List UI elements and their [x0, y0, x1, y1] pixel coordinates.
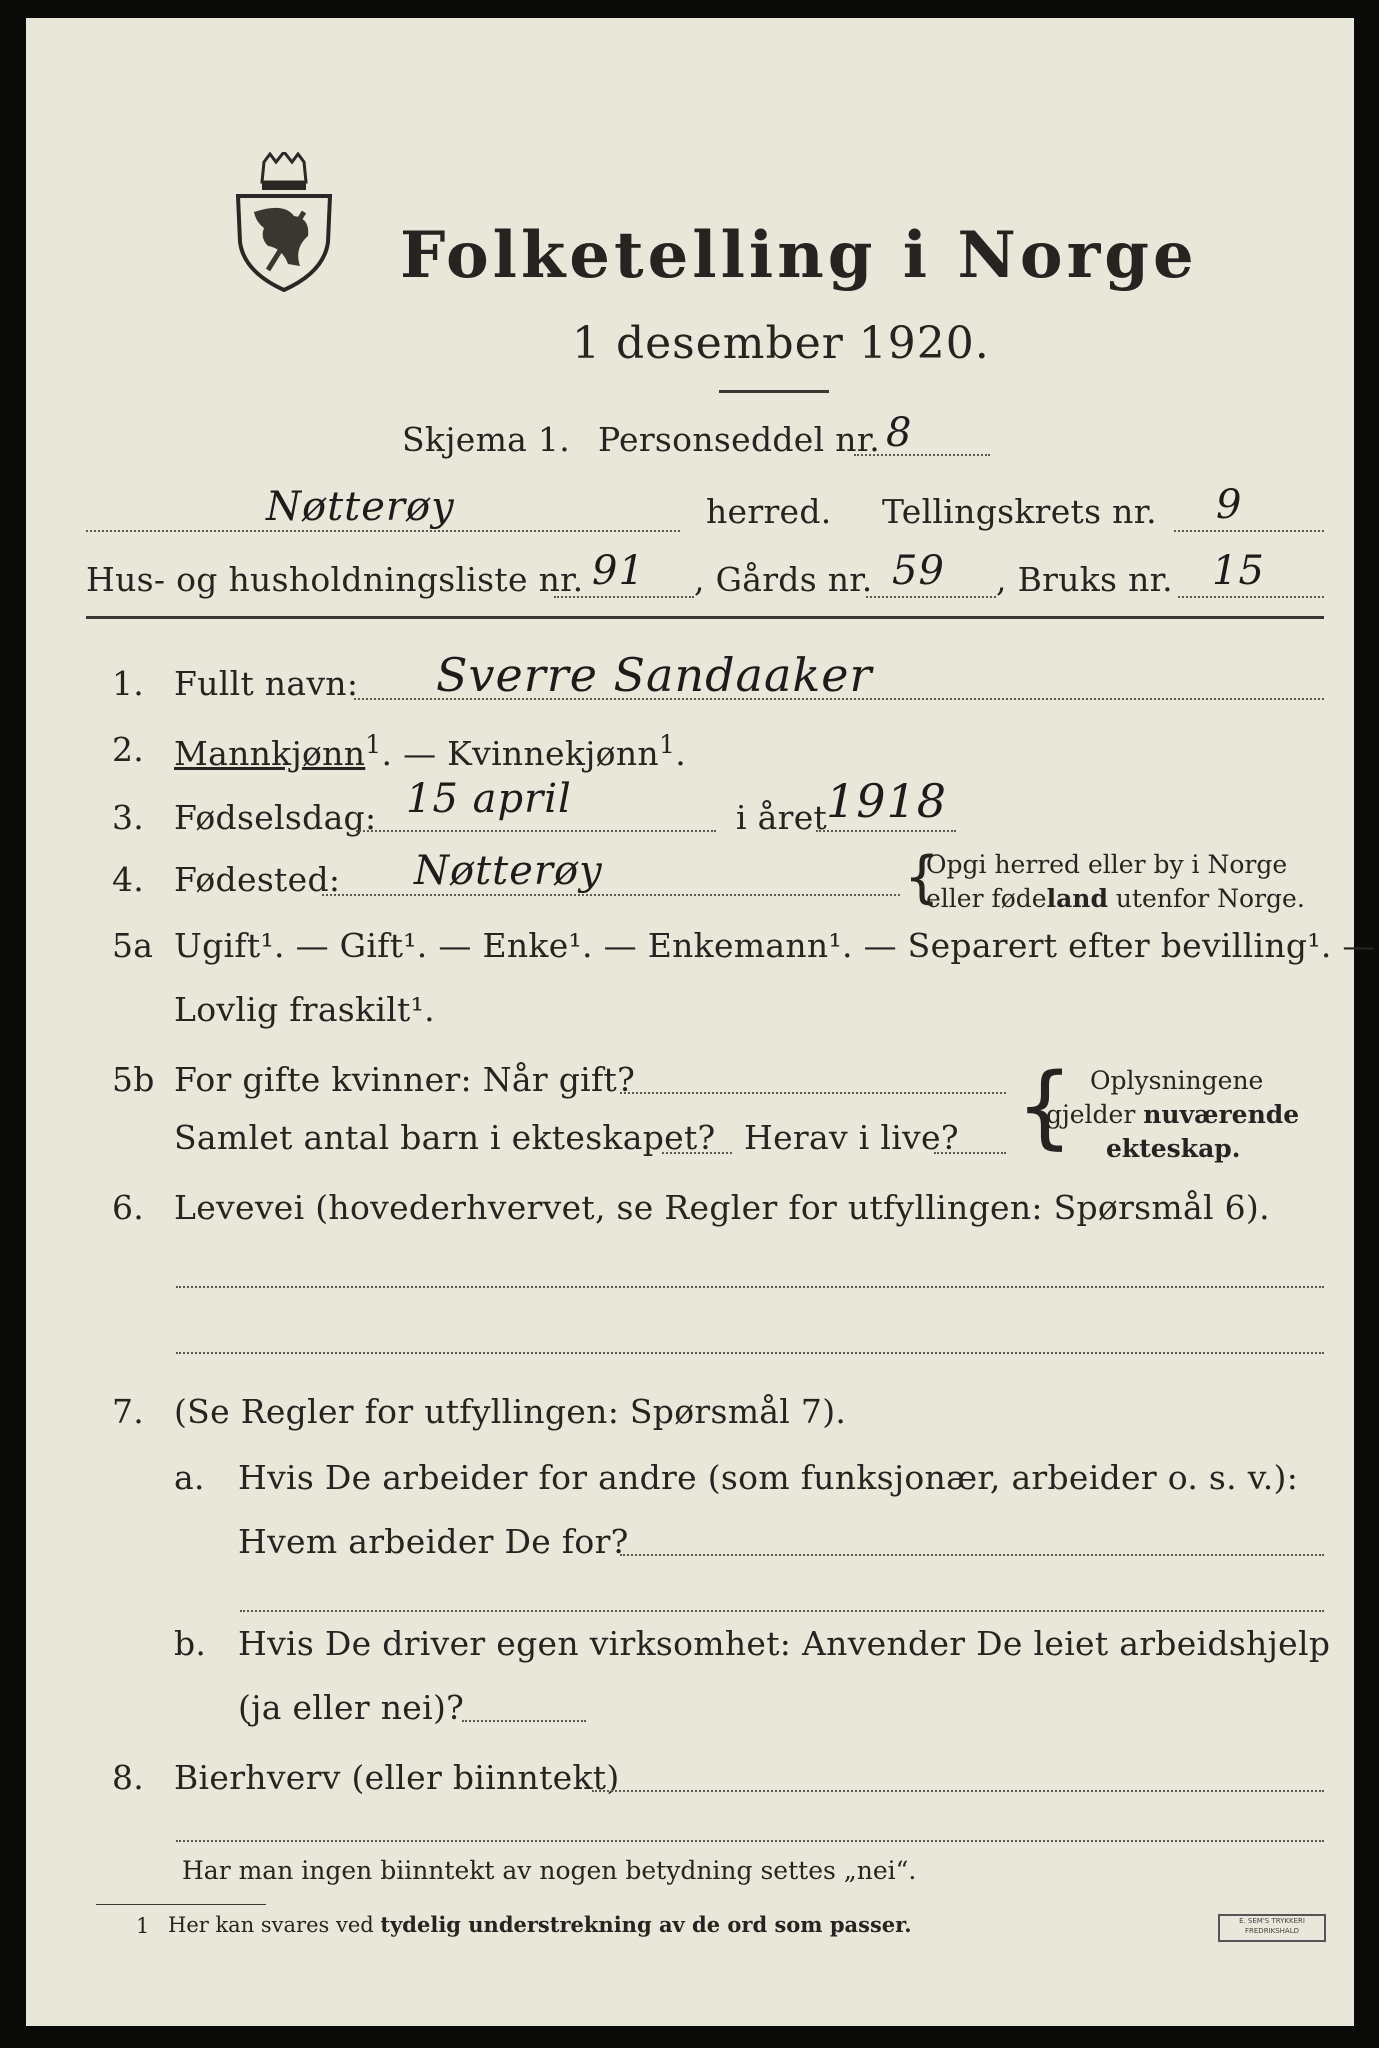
personseddel-value: 8	[886, 410, 913, 456]
marriage-note-brace: {	[1016, 1054, 1074, 1159]
birth-year-value: 1918	[826, 774, 948, 828]
q7a-line1: Hvis De arbeider for andre (som funksjonær, arbeider o. s. v.):	[238, 1458, 1299, 1497]
birthplace-value: Nøtterøy	[414, 848, 603, 894]
q8-number: 8.	[112, 1758, 145, 1797]
q7b-line2: (ja eller nei)?	[238, 1688, 465, 1727]
hired-help-field[interactable]	[462, 1720, 586, 1722]
marital-status-divorced[interactable]: Lovlig fraskilt¹.	[174, 990, 435, 1029]
footnote-text: Her kan svares ved tydelig understrekning av de ord som passer.	[168, 1912, 912, 1937]
q6-number: 6.	[112, 1188, 145, 1227]
gender-options: Mannkjønn$^1$. — Kvinnekjønn$^1$.	[174, 730, 686, 773]
footnote-rule	[96, 1904, 266, 1905]
form-title: Folketelling i Norge	[400, 218, 1198, 293]
herred-field[interactable]	[86, 530, 680, 532]
children-count-field[interactable]	[662, 1152, 732, 1154]
norwegian-coat-of-arms-icon	[234, 152, 334, 292]
q7b-letter: b.	[174, 1624, 207, 1663]
q5b-number: 5b	[112, 1060, 155, 1099]
birthplace-note-line2: eller fødeland utenfor Norge.	[926, 884, 1305, 913]
gender-male-option[interactable]: Mannkjønn	[174, 734, 366, 773]
printer-stamp: E. SEM'S TRYKKERI FREDRIKSHALD	[1218, 1914, 1326, 1942]
q7-number: 7.	[112, 1392, 145, 1431]
husliste-field[interactable]	[554, 596, 694, 598]
marriage-note-line2: gjelder nuværende	[1046, 1100, 1300, 1129]
q3-number: 3.	[112, 798, 145, 837]
tellingskrets-field[interactable]	[1174, 530, 1324, 532]
gards-label: , Gårds nr.	[694, 560, 873, 599]
tellingskrets-label: Tellingskrets nr.	[882, 492, 1157, 531]
census-form-page	[26, 18, 1376, 2026]
q1-number: 1.	[112, 664, 145, 703]
marriage-note-line1: Oplysningene	[1090, 1066, 1264, 1095]
title-rule	[719, 390, 829, 393]
married-when-field[interactable]	[620, 1092, 1006, 1094]
q5a-number: 5a	[112, 926, 154, 965]
q6-label: Levevei (hovederhvervet, se Regler for utfyllingen: Spørsmål 6).	[174, 1188, 1270, 1227]
bruks-label: , Bruks nr.	[996, 560, 1173, 599]
marital-status-options[interactable]: Ugift¹. — Gift¹. — Enke¹. — Enkemann¹. — Separert efter bevilling¹. —	[174, 926, 1376, 965]
birthplace-note-brace: {	[904, 845, 940, 910]
bruks-field[interactable]	[1178, 596, 1324, 598]
q7b-line1: Hvis De driver egen virksomhet: Anvender De leiet arbeidshjelp	[238, 1624, 1331, 1663]
birthdate-field[interactable]	[356, 830, 716, 832]
bruks-value: 15	[1212, 548, 1265, 594]
gards-value: 59	[892, 548, 945, 594]
marriage-note-line3: ekteskap.	[1106, 1134, 1241, 1163]
birthplace-field[interactable]	[322, 894, 900, 896]
tellingskrets-value: 9	[1216, 482, 1243, 528]
birthdate-value: 15 april	[406, 776, 572, 822]
q7a-line2: Hvem arbeider De for?	[238, 1522, 629, 1561]
q5b-line2b: Herav i live?	[744, 1118, 959, 1157]
side-income-note: Har man ingen biinntekt av nogen betydning settes „nei“.	[182, 1856, 917, 1885]
occupation-field-line2[interactable]	[176, 1352, 1324, 1354]
census-date: 1 desember 1920.	[572, 318, 990, 369]
herred-label: herred.	[706, 492, 832, 531]
footnote-number: 1	[136, 1914, 150, 1938]
herred-value: Nøtterøy	[266, 484, 455, 530]
personseddel-field[interactable]	[854, 454, 990, 456]
q5b-line1: For gifte kvinner: Når gift?	[174, 1060, 636, 1099]
header-divider	[86, 616, 1324, 619]
employer-field-line1[interactable]	[620, 1554, 1324, 1556]
occupation-field-line1[interactable]	[176, 1286, 1324, 1288]
personseddel-label: Personseddel nr.	[598, 420, 881, 459]
birth-year-label: i året	[736, 798, 828, 837]
skjema-label: Skjema 1.	[402, 420, 571, 459]
q5b-line2: Samlet antal barn i ekteskapet?	[174, 1118, 716, 1157]
full-name-value: Sverre Sandaaker	[436, 648, 873, 702]
q7-label: (Se Regler for utfyllingen: Spørsmål 7).	[174, 1392, 847, 1431]
q4-number: 4.	[112, 860, 145, 899]
q3-label: Fødselsdag:	[174, 798, 377, 837]
q7a-letter: a.	[174, 1458, 205, 1497]
side-income-field-line2[interactable]	[176, 1840, 1324, 1842]
husliste-label: Hus- og husholdningsliste nr.	[86, 560, 584, 599]
q8-label: Bierhverv (eller biinntekt)	[174, 1758, 620, 1797]
gards-field[interactable]	[866, 596, 996, 598]
q2-number: 2.	[112, 730, 145, 769]
q1-label: Fullt navn:	[174, 664, 359, 703]
children-alive-field[interactable]	[934, 1152, 1006, 1154]
side-income-field-line1[interactable]	[592, 1790, 1324, 1792]
q4-label: Fødested:	[174, 860, 341, 899]
birthplace-note-line1: Opgi herred eller by i Norge	[926, 850, 1288, 879]
birth-year-field[interactable]	[816, 830, 956, 832]
employer-field-line2[interactable]	[240, 1610, 1324, 1612]
husliste-value: 91	[592, 548, 645, 594]
